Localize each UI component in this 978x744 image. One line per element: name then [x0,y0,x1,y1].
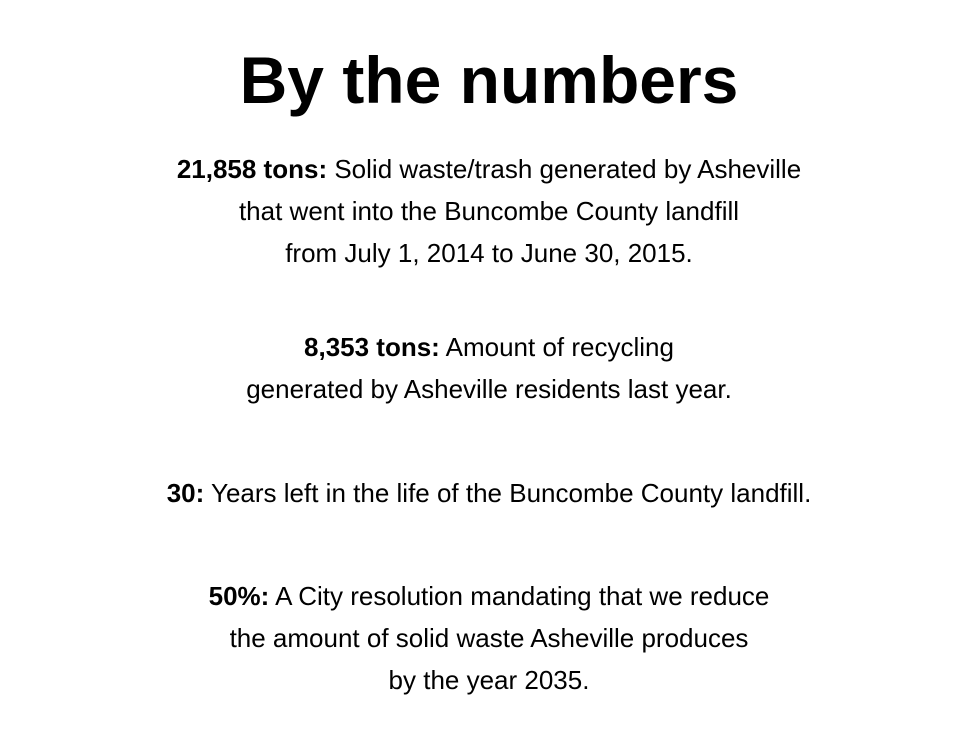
fact-figure: 50%: [208,581,270,611]
fact-line [0,575,978,617]
fact-line: by the year 2035. [388,665,590,695]
fact-figure: 30: [166,478,205,508]
page-title: By the numbers [239,43,739,117]
fact-text: Solid waste/trash generated by Asheville [327,154,802,184]
fact-line: that went into the Buncombe County landfill [238,196,740,226]
fact-line [0,326,978,368]
fact-line [0,472,978,514]
fact-line: generated by Asheville residents last year. [246,374,732,404]
fact-line [0,148,978,190]
fact-waste-reduction-resolution [0,575,978,701]
fact-recycling-tonnage [0,326,978,410]
fact-text: Amount of recycling [439,332,674,362]
fact-figure: 21,858 tons: [176,154,328,184]
fact-line: the amount of solid waste Asheville produces [229,623,749,653]
fact-landfill-tonnage [0,148,978,274]
fact-text: A City resolution mandating that we reduce [269,581,770,611]
fact-landfill-years-left [0,472,978,514]
fact-text: Years left in the life of the Buncombe County landfill. [204,478,812,508]
fact-line: from July 1, 2014 to June 30, 2015. [285,238,693,268]
fact-figure: 8,353 tons: [304,332,440,362]
